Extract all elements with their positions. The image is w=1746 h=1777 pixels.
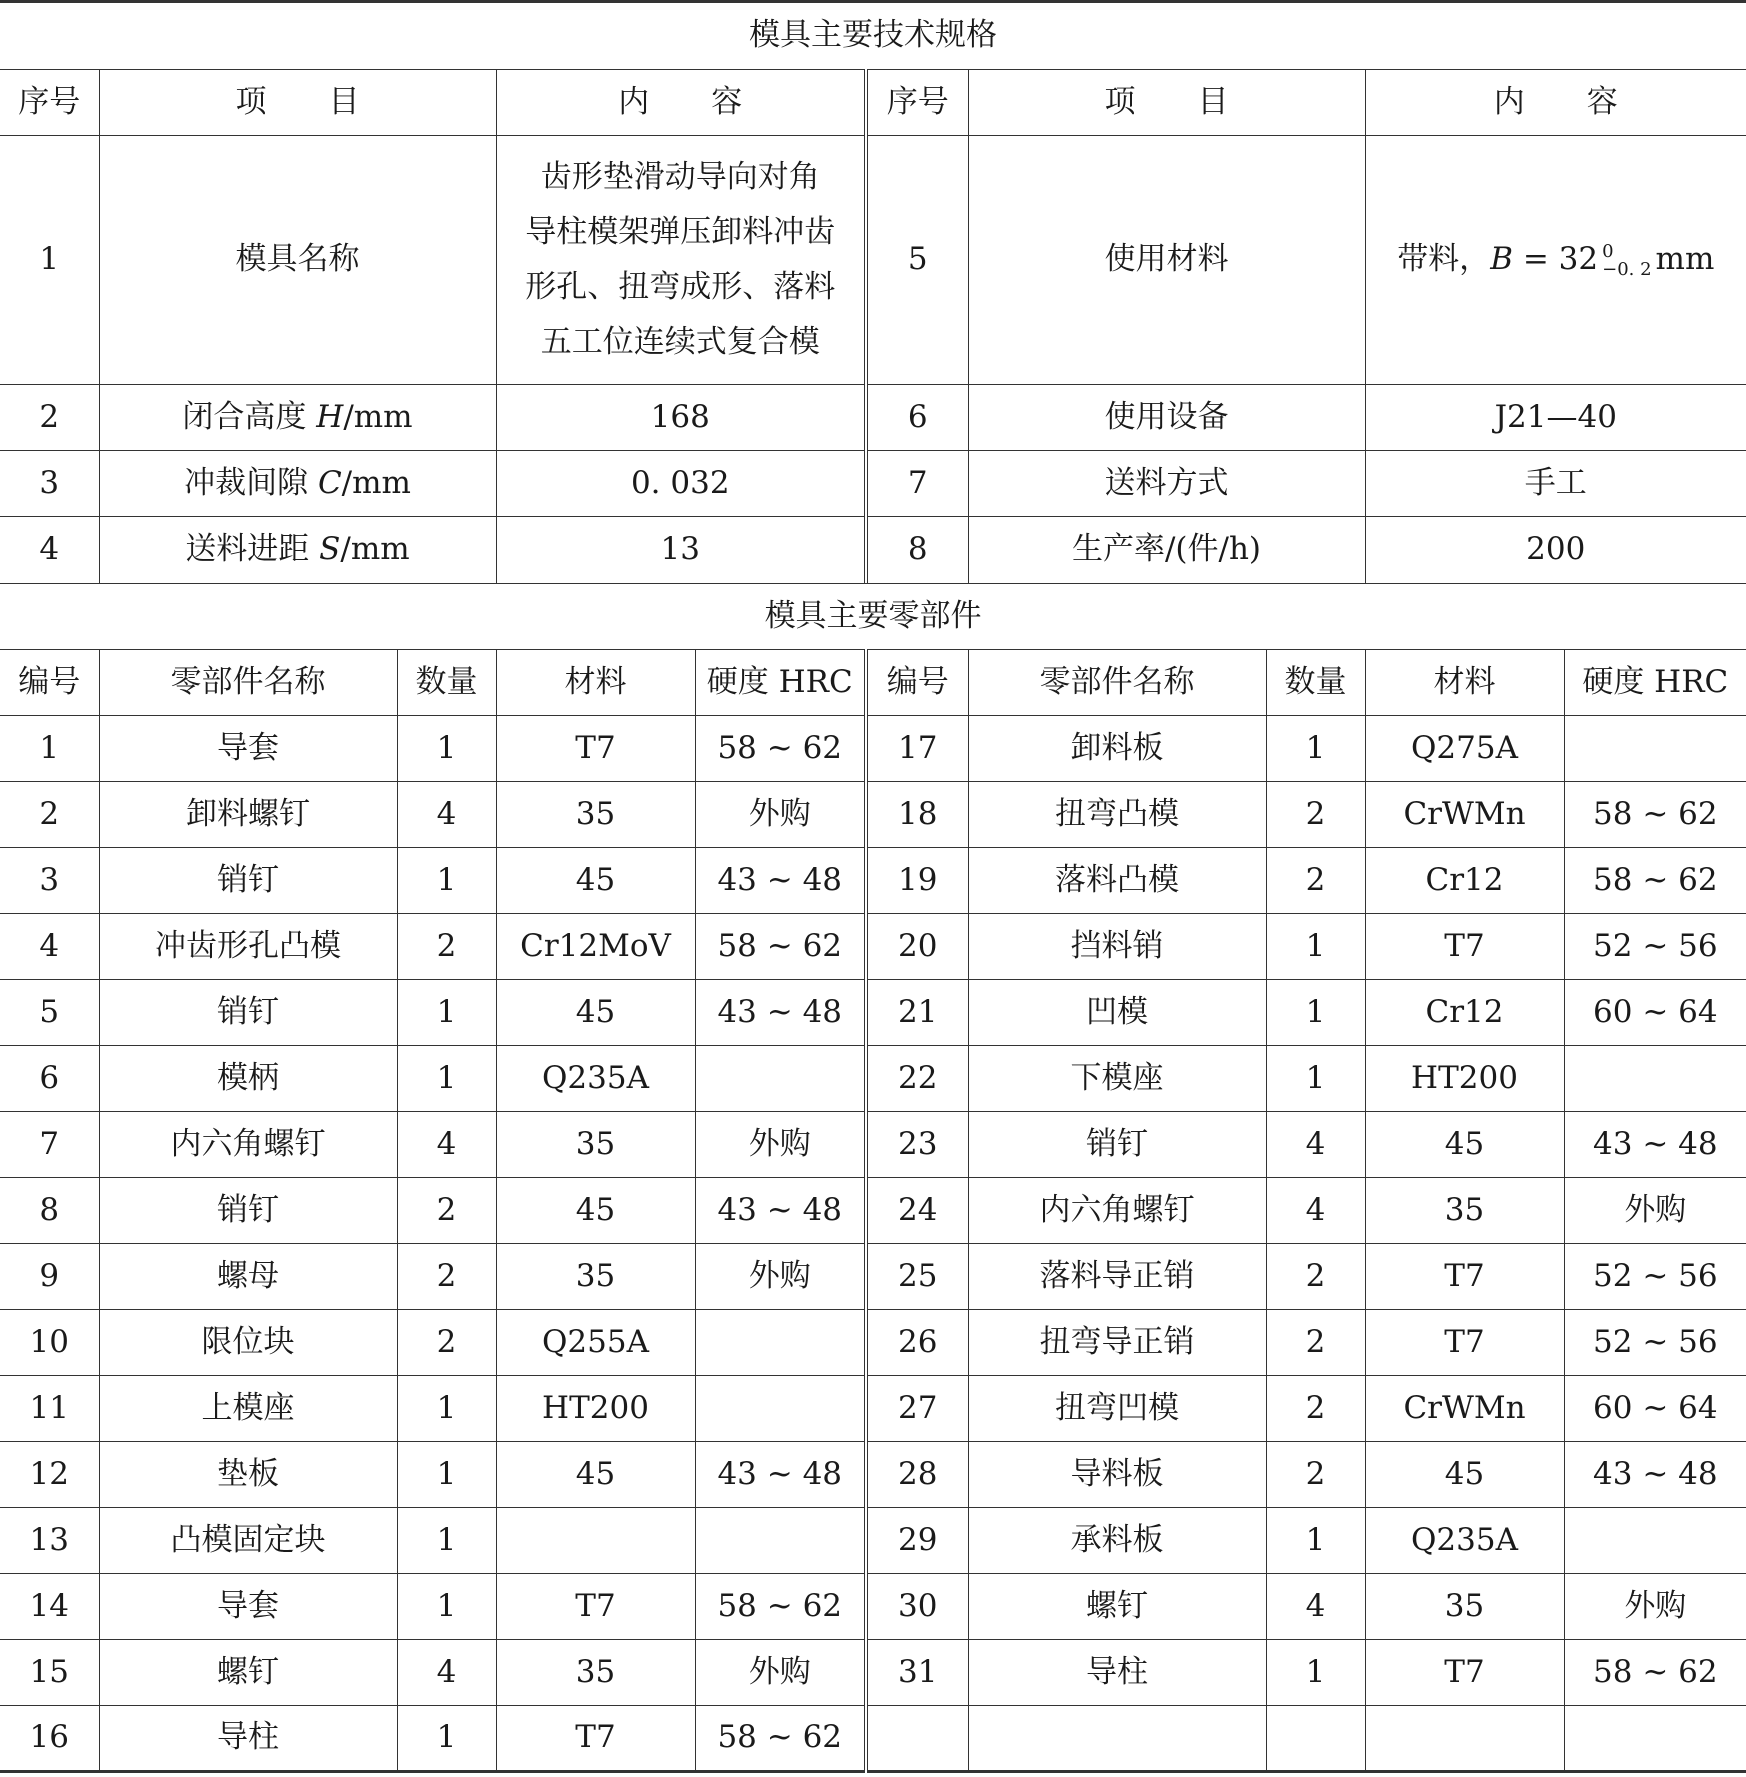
spec-header-seq-right: 序号	[866, 70, 968, 136]
parts-cell-material: Q275A	[1365, 716, 1564, 782]
parts-cell-name: 冲齿形孔凸模	[99, 914, 397, 980]
parts-cell-material: Q235A	[496, 1046, 695, 1112]
parts-cell-qty: 1	[397, 1046, 496, 1112]
parts-table	[0, 583, 1746, 1773]
parts-cell-qty: 1	[397, 1442, 496, 1508]
parts-cell-hardness	[695, 1046, 866, 1112]
table-row	[0, 1508, 1746, 1574]
spec-seq: 2	[0, 385, 99, 451]
table-row	[0, 1574, 1746, 1640]
table-row	[0, 1310, 1746, 1376]
parts-cell-qty: 1	[1266, 716, 1365, 782]
parts-cell-hardness: 外购	[1564, 1574, 1746, 1640]
parts-cell-name: 螺钉	[968, 1574, 1266, 1640]
parts-cell-hardness: 外购	[695, 1112, 866, 1178]
table-row	[0, 1706, 1746, 1772]
parts-cell-hardness: 外购	[695, 1640, 866, 1706]
spec-header-item-right: 项 目	[968, 70, 1365, 136]
parts-cell-material: T7	[496, 716, 695, 782]
parts-body	[0, 716, 1746, 1772]
parts-cell-no: 7	[0, 1112, 99, 1178]
parts-cell-no: 9	[0, 1244, 99, 1310]
table-row	[0, 782, 1746, 848]
parts-header-name: 零部件名称	[99, 650, 397, 716]
parts-cell-hardness: 52 ~ 56	[1564, 1310, 1746, 1376]
parts-cell-hardness	[1564, 1706, 1746, 1772]
table-row	[0, 1640, 1746, 1706]
parts-cell-name: 挡料销	[968, 914, 1266, 980]
spec-content: 0. 032	[496, 451, 866, 517]
parts-cell-material: 45	[496, 1442, 695, 1508]
parts-cell-hardness	[695, 1376, 866, 1442]
parts-cell-name: 承料板	[968, 1508, 1266, 1574]
parts-cell-qty: 2	[1266, 1310, 1365, 1376]
parts-cell-no: 27	[866, 1376, 968, 1442]
spec-content-line: 齿形垫滑动导向对角	[540, 159, 820, 195]
spec-header-item-left: 项 目	[99, 70, 496, 136]
spec-seq: 7	[866, 451, 968, 517]
parts-cell-material: 45	[496, 980, 695, 1046]
parts-cell-no: 31	[866, 1640, 968, 1706]
parts-cell-hardness: 58 ~ 62	[1564, 782, 1746, 848]
parts-cell-name: 螺钉	[99, 1640, 397, 1706]
parts-cell-qty: 2	[397, 914, 496, 980]
parts-cell-hardness: 58 ~ 62	[695, 716, 866, 782]
table-row	[0, 1244, 1746, 1310]
spec-item: 模具名称	[99, 136, 496, 385]
parts-cell-qty: 2	[1266, 782, 1365, 848]
parts-cell-no: 25	[866, 1244, 968, 1310]
parts-cell-material: 35	[496, 1244, 695, 1310]
parts-cell-qty: 4	[1266, 1178, 1365, 1244]
parts-cell-hardness: 60 ~ 64	[1564, 980, 1746, 1046]
spec-item: 冲裁间隙 C/mm	[99, 451, 496, 517]
parts-cell-name: 内六角螺钉	[968, 1178, 1266, 1244]
parts-cell-qty: 1	[1266, 980, 1365, 1046]
spec-content: J21—40	[1365, 385, 1746, 451]
parts-cell-no: 8	[0, 1178, 99, 1244]
parts-cell-qty: 4	[1266, 1112, 1365, 1178]
parts-cell-hardness: 43 ~ 48	[695, 980, 866, 1046]
tolerance-lower: −0. 2	[1602, 258, 1652, 280]
parts-cell-no: 6	[0, 1046, 99, 1112]
table-row	[0, 914, 1746, 980]
table-row	[0, 1046, 1746, 1112]
parts-cell-name: 模柄	[99, 1046, 397, 1112]
spec-title-row	[0, 2, 1746, 70]
parts-header-hardness: 硬度 HRC	[1564, 650, 1746, 716]
spec-seq: 8	[866, 517, 968, 584]
parts-cell-material: T7	[496, 1706, 695, 1772]
parts-cell-no: 10	[0, 1310, 99, 1376]
parts-cell-material: 45	[1365, 1112, 1564, 1178]
parts-cell-no: 17	[866, 716, 968, 782]
parts-cell-hardness: 52 ~ 56	[1564, 914, 1746, 980]
spec-header-seq-left: 序号	[0, 70, 99, 136]
parts-cell-qty: 1	[397, 848, 496, 914]
parts-cell-no: 24	[866, 1178, 968, 1244]
parts-cell-name: 扭弯凹模	[968, 1376, 1266, 1442]
parts-cell-name: 下模座	[968, 1046, 1266, 1112]
spec-item: 生产率/(件/h)	[968, 517, 1365, 584]
parts-cell-no: 30	[866, 1574, 968, 1640]
parts-cell-name: 导套	[99, 1574, 397, 1640]
spec-seq: 4	[0, 517, 99, 584]
spec-content: 168	[496, 385, 866, 451]
parts-cell-hardness: 43 ~ 48	[695, 1442, 866, 1508]
spec-content-material	[1365, 136, 1746, 385]
parts-cell-material: T7	[1365, 914, 1564, 980]
parts-cell-hardness: 外购	[1564, 1178, 1746, 1244]
parts-cell-qty: 4	[397, 1112, 496, 1178]
parts-cell-qty: 4	[397, 782, 496, 848]
parts-cell-hardness: 58 ~ 62	[695, 1706, 866, 1772]
spec-seq: 1	[0, 136, 99, 385]
parts-cell-qty	[1266, 1706, 1365, 1772]
spec-row	[0, 385, 1746, 451]
table-row	[0, 1178, 1746, 1244]
parts-cell-no: 15	[0, 1640, 99, 1706]
spec-item: 使用设备	[968, 385, 1365, 451]
parts-cell-name: 落料凸模	[968, 848, 1266, 914]
parts-cell-qty: 1	[1266, 1640, 1365, 1706]
parts-cell-qty: 1	[397, 1508, 496, 1574]
parts-cell-material: Q255A	[496, 1310, 695, 1376]
parts-cell-material	[1365, 1706, 1564, 1772]
parts-cell-no: 29	[866, 1508, 968, 1574]
parts-cell-material: 45	[496, 848, 695, 914]
parts-cell-material: Cr12	[1365, 980, 1564, 1046]
parts-cell-name: 导柱	[968, 1640, 1266, 1706]
spec-seq: 3	[0, 451, 99, 517]
parts-cell-name: 导柱	[99, 1706, 397, 1772]
parts-cell-no	[866, 1706, 968, 1772]
parts-cell-name: 上模座	[99, 1376, 397, 1442]
parts-cell-hardness	[1564, 716, 1746, 782]
parts-cell-name: 销钉	[968, 1112, 1266, 1178]
spec-seq: 6	[866, 385, 968, 451]
parts-cell-hardness	[1564, 1508, 1746, 1574]
parts-cell-material: HT200	[496, 1376, 695, 1442]
spec-table	[0, 0, 1746, 584]
material-eq: = 32	[1512, 241, 1599, 278]
parts-cell-material: T7	[1365, 1310, 1564, 1376]
parts-cell-no: 23	[866, 1112, 968, 1178]
parts-cell-qty: 1	[397, 980, 496, 1046]
material-var: B	[1490, 241, 1513, 278]
spec-row	[0, 517, 1746, 584]
parts-cell-name: 垫板	[99, 1442, 397, 1508]
parts-cell-hardness: 43 ~ 48	[1564, 1112, 1746, 1178]
parts-cell-material: 45	[496, 1178, 695, 1244]
spec-header-content-right: 内 容	[1365, 70, 1746, 136]
spec-content: 手工	[1365, 451, 1746, 517]
parts-cell-qty: 2	[397, 1310, 496, 1376]
parts-cell-material: Q235A	[1365, 1508, 1564, 1574]
parts-cell-material: Cr12MoV	[496, 914, 695, 980]
parts-header-material: 材料	[496, 650, 695, 716]
parts-cell-material: 45	[1365, 1442, 1564, 1508]
parts-cell-material: HT200	[1365, 1046, 1564, 1112]
parts-cell-name: 卸料螺钉	[99, 782, 397, 848]
parts-header-hardness: 硬度 HRC	[695, 650, 866, 716]
parts-header-qty: 数量	[397, 650, 496, 716]
parts-cell-hardness: 43 ~ 48	[695, 1178, 866, 1244]
parts-cell-name: 扭弯凸模	[968, 782, 1266, 848]
spec-item: 使用材料	[968, 136, 1365, 385]
parts-cell-name: 限位块	[99, 1310, 397, 1376]
parts-header-row	[0, 650, 1746, 716]
parts-cell-hardness: 58 ~ 62	[1564, 1640, 1746, 1706]
parts-cell-no: 19	[866, 848, 968, 914]
parts-cell-name: 凸模固定块	[99, 1508, 397, 1574]
parts-cell-qty: 1	[397, 716, 496, 782]
parts-cell-material: 35	[1365, 1178, 1564, 1244]
parts-cell-name: 导套	[99, 716, 397, 782]
parts-cell-name: 凹模	[968, 980, 1266, 1046]
spec-header-content-left: 内 容	[496, 70, 866, 136]
spec-content-line: 五工位连续式复合模	[540, 324, 820, 360]
parts-cell-no: 22	[866, 1046, 968, 1112]
table-row	[0, 716, 1746, 782]
spec-content: 200	[1365, 517, 1746, 584]
spec-row	[0, 451, 1746, 517]
spec-row	[0, 136, 1746, 385]
parts-cell-name: 内六角螺钉	[99, 1112, 397, 1178]
spec-seq: 5	[866, 136, 968, 385]
parts-cell-hardness: 58 ~ 62	[695, 914, 866, 980]
parts-cell-no: 1	[0, 716, 99, 782]
parts-header-no: 编号	[866, 650, 968, 716]
parts-cell-qty: 1	[397, 1706, 496, 1772]
parts-header-name: 零部件名称	[968, 650, 1266, 716]
parts-cell-material: 35	[496, 782, 695, 848]
spec-header-row	[0, 70, 1746, 136]
parts-cell-material: CrWMn	[1365, 782, 1564, 848]
table-row	[0, 1112, 1746, 1178]
spec-item: 闭合高度 H/mm	[99, 385, 496, 451]
parts-cell-material: 35	[1365, 1574, 1564, 1640]
parts-cell-qty: 2	[1266, 1442, 1365, 1508]
parts-title-row	[0, 584, 1746, 650]
tolerance	[1602, 240, 1652, 280]
parts-cell-no: 28	[866, 1442, 968, 1508]
parts-cell-no: 26	[866, 1310, 968, 1376]
parts-cell-hardness: 58 ~ 62	[695, 1574, 866, 1640]
parts-cell-material: 35	[496, 1112, 695, 1178]
table-row	[0, 980, 1746, 1046]
parts-cell-qty: 2	[397, 1244, 496, 1310]
parts-cell-name: 销钉	[99, 1178, 397, 1244]
material-prefix: 带料，	[1397, 241, 1491, 278]
parts-cell-qty: 1	[397, 1574, 496, 1640]
parts-cell-no: 16	[0, 1706, 99, 1772]
parts-cell-no: 4	[0, 914, 99, 980]
parts-cell-qty: 2	[1266, 1244, 1365, 1310]
parts-cell-material: T7	[1365, 1244, 1564, 1310]
spec-content: 13	[496, 517, 866, 584]
parts-cell-material: CrWMn	[1365, 1376, 1564, 1442]
parts-header-material: 材料	[1365, 650, 1564, 716]
parts-cell-no: 5	[0, 980, 99, 1046]
parts-cell-hardness	[695, 1508, 866, 1574]
parts-cell-no: 21	[866, 980, 968, 1046]
parts-cell-name: 螺母	[99, 1244, 397, 1310]
parts-cell-name: 销钉	[99, 848, 397, 914]
parts-cell-no: 12	[0, 1442, 99, 1508]
parts-cell-hardness: 43 ~ 48	[695, 848, 866, 914]
parts-cell-name: 导料板	[968, 1442, 1266, 1508]
spec-content-line: 形孔、扭弯成形、落料	[525, 269, 836, 305]
parts-cell-name: 销钉	[99, 980, 397, 1046]
table-row	[0, 1442, 1746, 1508]
parts-cell-no: 20	[866, 914, 968, 980]
parts-cell-hardness: 60 ~ 64	[1564, 1376, 1746, 1442]
table-row	[0, 1376, 1746, 1442]
tolerance-upper: 0	[1602, 240, 1614, 262]
parts-cell-name: 卸料板	[968, 716, 1266, 782]
parts-cell-hardness: 外购	[695, 1244, 866, 1310]
parts-cell-hardness: 43 ~ 48	[1564, 1442, 1746, 1508]
parts-cell-hardness: 外购	[695, 782, 866, 848]
parts-cell-no: 11	[0, 1376, 99, 1442]
parts-title: 模具主要零部件	[0, 584, 1746, 650]
parts-cell-name: 落料导正销	[968, 1244, 1266, 1310]
parts-cell-qty: 1	[1266, 914, 1365, 980]
parts-cell-qty: 2	[1266, 1376, 1365, 1442]
parts-cell-no: 2	[0, 782, 99, 848]
parts-cell-qty: 1	[1266, 1046, 1365, 1112]
parts-cell-qty: 1	[397, 1376, 496, 1442]
parts-cell-material: Cr12	[1365, 848, 1564, 914]
parts-cell-qty: 4	[1266, 1574, 1365, 1640]
material-unit: mm	[1655, 241, 1715, 278]
parts-cell-qty: 1	[1266, 1508, 1365, 1574]
parts-cell-hardness: 58 ~ 62	[1564, 848, 1746, 914]
parts-cell-qty: 4	[397, 1640, 496, 1706]
spec-content-die-name	[496, 136, 866, 385]
spec-item: 送料进距 S/mm	[99, 517, 496, 584]
parts-cell-material: T7	[1365, 1640, 1564, 1706]
spec-content-line: 导柱模架弹压卸料冲齿	[525, 214, 836, 250]
parts-cell-material: 35	[496, 1640, 695, 1706]
parts-cell-no: 14	[0, 1574, 99, 1640]
parts-cell-qty: 2	[397, 1178, 496, 1244]
spec-title: 模具主要技术规格	[0, 2, 1746, 70]
parts-cell-material: T7	[496, 1574, 695, 1640]
table-row	[0, 848, 1746, 914]
parts-cell-material	[496, 1508, 695, 1574]
parts-cell-name	[968, 1706, 1266, 1772]
parts-cell-no: 3	[0, 848, 99, 914]
parts-cell-qty: 2	[1266, 848, 1365, 914]
parts-cell-no: 13	[0, 1508, 99, 1574]
parts-header-no: 编号	[0, 650, 99, 716]
parts-cell-no: 18	[866, 782, 968, 848]
parts-cell-hardness	[695, 1310, 866, 1376]
parts-header-qty: 数量	[1266, 650, 1365, 716]
parts-cell-name: 扭弯导正销	[968, 1310, 1266, 1376]
spec-item: 送料方式	[968, 451, 1365, 517]
parts-cell-hardness: 52 ~ 56	[1564, 1244, 1746, 1310]
parts-cell-hardness	[1564, 1046, 1746, 1112]
